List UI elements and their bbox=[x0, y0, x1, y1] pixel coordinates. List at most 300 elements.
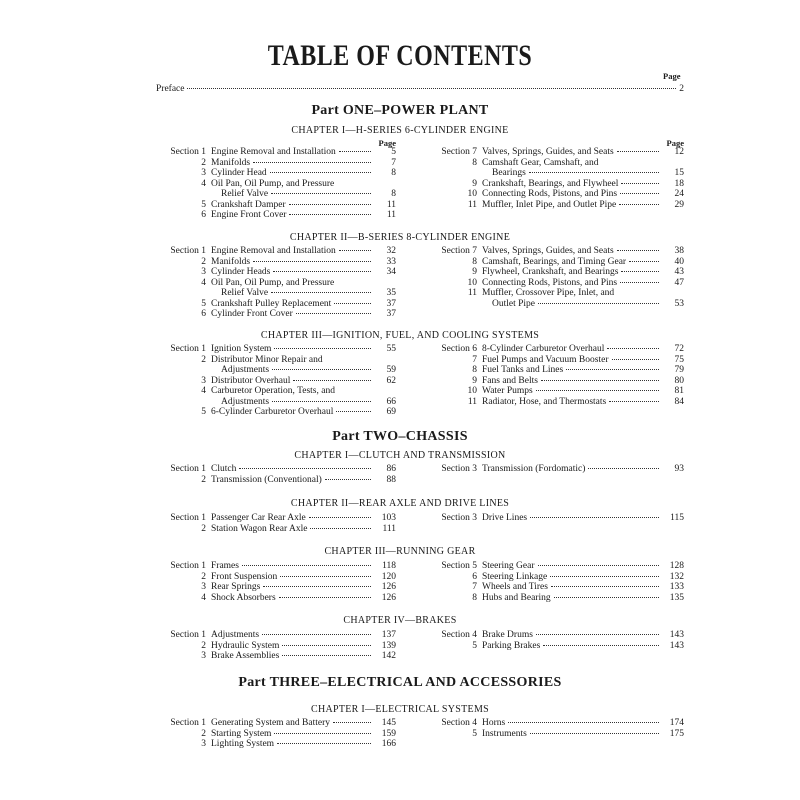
toc-entry[interactable] bbox=[425, 397, 684, 408]
leader-dots bbox=[289, 214, 371, 215]
entry-body bbox=[482, 246, 684, 257]
entry-title: Radiator, Hose, and Thermostats bbox=[482, 396, 607, 407]
entry-line bbox=[211, 582, 396, 593]
entry-title: Shock Absorbers bbox=[211, 592, 276, 603]
entry-page: 84 bbox=[674, 396, 684, 407]
section-number: 4 bbox=[201, 592, 206, 603]
toc-entry[interactable] bbox=[154, 641, 396, 652]
entry-body bbox=[482, 386, 684, 397]
entry-title: Crankshaft Damper bbox=[211, 199, 286, 210]
entry-line bbox=[482, 386, 684, 397]
entry-line bbox=[211, 147, 396, 158]
toc-entry[interactable] bbox=[425, 355, 684, 366]
entry-body bbox=[211, 158, 396, 169]
section-number: 2 bbox=[201, 523, 206, 534]
toc-entry[interactable] bbox=[425, 593, 684, 604]
entry-page: 72 bbox=[674, 344, 684, 354]
entry-body bbox=[211, 630, 396, 641]
toc-column bbox=[425, 630, 684, 651]
section-number: Section 1 bbox=[170, 630, 206, 640]
entry-title: Camshaft Gear, Camshaft, and bbox=[482, 157, 599, 168]
toc-entry[interactable] bbox=[154, 267, 396, 278]
entry-page: 128 bbox=[669, 561, 684, 571]
section-number: Section 1 bbox=[170, 246, 206, 256]
entry-body bbox=[211, 729, 396, 740]
toc-entry[interactable] bbox=[154, 309, 396, 320]
section-number: 11 bbox=[467, 199, 477, 210]
entry-body bbox=[482, 582, 684, 593]
entry-page: 32 bbox=[386, 246, 396, 256]
section-number: 2 bbox=[201, 157, 206, 168]
chapter-title: CHAPTER I—H-SERIES 6-CYLINDER ENGINE bbox=[291, 125, 509, 136]
leader-dots bbox=[536, 390, 659, 391]
entry-line bbox=[482, 246, 684, 257]
entry-page: 145 bbox=[381, 718, 396, 728]
entry-body bbox=[211, 651, 396, 662]
entry-title: Hydraulic System bbox=[211, 640, 280, 651]
toc-entry[interactable] bbox=[425, 288, 684, 309]
entry-title: Steering Linkage bbox=[482, 571, 548, 582]
leader-dots bbox=[242, 565, 371, 566]
toc-entry[interactable] bbox=[154, 593, 396, 604]
leader-dots bbox=[289, 204, 371, 205]
toc-column bbox=[425, 561, 684, 603]
entry-line bbox=[211, 299, 396, 310]
entry-page: 69 bbox=[386, 407, 396, 417]
entry-body bbox=[482, 278, 684, 289]
toc-entry[interactable] bbox=[154, 179, 396, 200]
entry-title: Oil Pan, Oil Pump, and Pressure bbox=[211, 277, 335, 288]
entry-line bbox=[482, 179, 684, 190]
leader-dots bbox=[612, 359, 660, 360]
section-number: 3 bbox=[201, 651, 206, 661]
entry-page: 133 bbox=[669, 582, 684, 592]
entry-title: Adjustments bbox=[221, 365, 270, 375]
section-number: 10 bbox=[467, 189, 477, 199]
entry-page: 115 bbox=[670, 513, 684, 523]
entry-body bbox=[211, 524, 396, 535]
toc-entry[interactable] bbox=[425, 179, 684, 190]
toc-entry[interactable] bbox=[154, 299, 396, 310]
entry-line bbox=[211, 179, 396, 190]
entry-title: Bearings bbox=[492, 168, 526, 178]
toc-entry[interactable] bbox=[425, 630, 684, 641]
entry-line bbox=[482, 572, 684, 583]
toc-entry[interactable] bbox=[425, 718, 684, 729]
entry-line bbox=[211, 397, 396, 408]
entry-body bbox=[482, 376, 684, 387]
entry-body bbox=[211, 407, 396, 418]
entry-title: Front Suspension bbox=[211, 571, 278, 582]
chapter-title: CHAPTER I—ELECTRICAL SYSTEMS bbox=[310, 704, 490, 715]
entry-body bbox=[211, 257, 396, 268]
section-number: 2 bbox=[201, 728, 206, 739]
entry-title: Engine Removal and Installation bbox=[211, 246, 336, 256]
toc-entry[interactable] bbox=[154, 630, 396, 641]
entry-body bbox=[211, 246, 396, 257]
leader-dots bbox=[262, 634, 371, 635]
entry-line bbox=[482, 288, 684, 299]
toc-column bbox=[154, 561, 396, 603]
leader-dots bbox=[274, 348, 371, 349]
entry-page: 24 bbox=[674, 189, 684, 199]
entry-page: 29 bbox=[674, 199, 684, 210]
toc-entry[interactable] bbox=[425, 267, 684, 278]
entry-body bbox=[211, 200, 396, 211]
entry-title: Fuel Tanks and Lines bbox=[482, 365, 564, 375]
entry-line bbox=[482, 355, 684, 366]
entry-line bbox=[211, 210, 396, 221]
entry-line bbox=[211, 561, 396, 572]
preface-page-header: Page bbox=[663, 71, 681, 81]
entry-title: Engine Front Cover bbox=[211, 210, 287, 220]
entry-body bbox=[482, 365, 684, 376]
section-number: 10 bbox=[467, 277, 477, 288]
entry-line bbox=[482, 189, 684, 200]
section-number: 2 bbox=[201, 256, 206, 267]
entry-line bbox=[211, 729, 396, 740]
entry-page: 126 bbox=[381, 592, 396, 603]
section-number: 3 bbox=[201, 168, 206, 178]
entry-title: Fans and Belts bbox=[482, 375, 538, 386]
entry-line bbox=[211, 630, 396, 641]
toc-entry[interactable] bbox=[154, 168, 396, 179]
toc-entry[interactable] bbox=[154, 376, 396, 387]
toc-entry[interactable] bbox=[425, 189, 684, 200]
entry-title: Frames bbox=[211, 561, 239, 571]
entry-title: Engine Removal and Installation bbox=[211, 147, 336, 157]
entry-title: Cylinder Heads bbox=[211, 267, 271, 277]
entry-body bbox=[211, 267, 396, 278]
chapter-title: CHAPTER II—REAR AXLE AND DRIVE LINES bbox=[290, 498, 510, 509]
entry-body bbox=[211, 386, 396, 407]
entry-body bbox=[482, 147, 684, 158]
toc-entry[interactable] bbox=[154, 355, 396, 376]
toc-entry[interactable] bbox=[154, 561, 396, 572]
chapter-title: CHAPTER IV—BRAKES bbox=[343, 615, 457, 626]
entry-title: Transmission (Conventional) bbox=[211, 474, 322, 485]
section-number: 5 bbox=[201, 298, 206, 309]
entry-page: 143 bbox=[669, 630, 684, 640]
section-number: Section 4 bbox=[441, 718, 477, 728]
leader-dots bbox=[333, 722, 371, 723]
toc-column bbox=[154, 464, 396, 485]
toc-entry[interactable] bbox=[425, 376, 684, 387]
toc-entry[interactable] bbox=[425, 464, 684, 475]
entry-title: Station Wagon Rear Axle bbox=[211, 523, 308, 534]
toc-entry[interactable] bbox=[154, 718, 396, 729]
entry-title: Outlet Pipe bbox=[492, 298, 536, 309]
leader-dots bbox=[550, 576, 659, 577]
leader-dots bbox=[621, 183, 659, 184]
leader-dots bbox=[272, 369, 371, 370]
section-number: 9 bbox=[472, 178, 477, 189]
toc-entry[interactable] bbox=[154, 200, 396, 211]
entry-page: 139 bbox=[381, 640, 396, 651]
toc-entry[interactable] bbox=[425, 386, 684, 397]
entry-page: 120 bbox=[381, 571, 396, 582]
entry-body bbox=[482, 344, 684, 355]
entry-title: Distributor Minor Repair and bbox=[211, 354, 323, 365]
toc-entry[interactable] bbox=[154, 278, 396, 299]
column-page-header: Page bbox=[378, 138, 396, 148]
toc-entry[interactable] bbox=[154, 147, 396, 158]
entry-body bbox=[211, 739, 396, 750]
section-number: Section 3 bbox=[441, 513, 477, 523]
entry-body bbox=[211, 572, 396, 583]
section-number: Section 1 bbox=[170, 718, 206, 728]
section-number: Section 1 bbox=[170, 561, 206, 571]
entry-body bbox=[482, 630, 684, 641]
section-number: 4 bbox=[201, 178, 206, 189]
entry-page: 15 bbox=[674, 168, 684, 178]
entry-page: 33 bbox=[386, 256, 396, 267]
toc-column bbox=[154, 630, 396, 662]
section-number: 7 bbox=[472, 582, 477, 592]
entry-title: Wheels and Tires bbox=[482, 582, 548, 592]
entry-body bbox=[482, 593, 684, 604]
toc-column bbox=[425, 246, 684, 309]
entry-body bbox=[482, 257, 684, 268]
entry-body bbox=[211, 210, 396, 221]
section-number: 10 bbox=[467, 386, 477, 396]
entry-title: Instruments bbox=[482, 728, 527, 739]
entry-page: 5 bbox=[391, 147, 396, 157]
entry-page: 59 bbox=[386, 365, 396, 375]
entry-body bbox=[211, 355, 396, 376]
toc-column bbox=[154, 513, 396, 534]
leader-dots bbox=[273, 271, 371, 272]
entry-title: Generating System and Battery bbox=[211, 718, 330, 728]
entry-page: 53 bbox=[674, 298, 684, 309]
toc-entry[interactable] bbox=[425, 200, 684, 211]
entry-title: Relief Valve bbox=[221, 189, 269, 199]
leader-dots bbox=[187, 88, 676, 89]
leader-dots bbox=[530, 733, 659, 734]
toc-entry[interactable] bbox=[425, 158, 684, 179]
entry-line bbox=[211, 267, 396, 278]
section-number: Section 7 bbox=[441, 147, 477, 157]
section-number: Section 7 bbox=[441, 246, 477, 256]
section-number: 8 bbox=[472, 592, 477, 603]
entry-page: 66 bbox=[386, 396, 396, 407]
column-page-header: Page bbox=[666, 138, 684, 148]
entry-page: 88 bbox=[386, 474, 396, 485]
section-number: 9 bbox=[472, 375, 477, 386]
entry-line bbox=[211, 386, 396, 397]
entry-body bbox=[211, 168, 396, 179]
entry-line bbox=[211, 464, 396, 475]
toc-entry[interactable] bbox=[154, 513, 396, 524]
leader-dots bbox=[263, 586, 371, 587]
toc-column bbox=[425, 344, 684, 407]
section-number: Section 1 bbox=[170, 464, 206, 474]
entry-line bbox=[211, 718, 396, 729]
leader-dots bbox=[270, 172, 371, 173]
section-number: Section 4 bbox=[441, 630, 477, 640]
entry-line bbox=[211, 200, 396, 211]
section-number: 3 bbox=[201, 739, 206, 749]
toc-entry[interactable] bbox=[425, 561, 684, 572]
leader-dots bbox=[253, 162, 371, 163]
entry-title: Distributor Overhaul bbox=[211, 375, 291, 386]
toc-entry[interactable] bbox=[425, 641, 684, 652]
leader-dots bbox=[274, 733, 371, 734]
entry-title: Lighting System bbox=[211, 739, 275, 749]
leader-dots bbox=[530, 517, 659, 518]
section-number: 8 bbox=[472, 365, 477, 375]
toc-entry[interactable] bbox=[154, 407, 396, 418]
entry-title: Rear Springs bbox=[211, 582, 261, 592]
entry-line bbox=[482, 593, 684, 604]
entry-line bbox=[211, 739, 396, 750]
leader-dots bbox=[296, 313, 371, 314]
leader-dots bbox=[239, 468, 371, 469]
entry-body bbox=[211, 718, 396, 729]
section-number: Section 1 bbox=[170, 513, 206, 523]
entry-page: 103 bbox=[381, 513, 396, 523]
entry-page: 118 bbox=[382, 561, 396, 571]
entry-body bbox=[482, 355, 684, 366]
entry-page: 55 bbox=[386, 344, 396, 354]
section-number: 8 bbox=[472, 256, 477, 267]
toc-entry[interactable] bbox=[154, 257, 396, 268]
toc-entry[interactable] bbox=[425, 513, 684, 524]
toc-entry[interactable] bbox=[154, 651, 396, 662]
section-number: 9 bbox=[472, 267, 477, 277]
entry-line bbox=[482, 513, 684, 524]
leader-dots bbox=[334, 303, 371, 304]
toc-entry[interactable] bbox=[425, 278, 684, 289]
toc-entry[interactable] bbox=[425, 582, 684, 593]
entry-line bbox=[211, 168, 396, 179]
entry-line bbox=[482, 299, 684, 310]
toc-entry[interactable] bbox=[425, 344, 684, 355]
toc-entry[interactable] bbox=[154, 524, 396, 535]
toc-entry[interactable] bbox=[154, 464, 396, 475]
section-number: 4 bbox=[201, 386, 206, 396]
toc-entry[interactable] bbox=[425, 729, 684, 740]
entry-page: 126 bbox=[381, 582, 396, 592]
toc-entry[interactable] bbox=[154, 386, 396, 407]
entry-page: 37 bbox=[386, 309, 396, 319]
section-number: Section 6 bbox=[441, 344, 477, 354]
toc-entry[interactable] bbox=[154, 246, 396, 257]
entry-body bbox=[211, 147, 396, 158]
entry-line bbox=[211, 355, 396, 366]
entry-body bbox=[211, 309, 396, 320]
toc-entry[interactable] bbox=[154, 582, 396, 593]
entry-line bbox=[482, 376, 684, 387]
entry-title: Manifolds bbox=[211, 256, 251, 267]
entry-line bbox=[482, 147, 684, 158]
entry-title: Crankshaft, Bearings, and Flywheel bbox=[482, 178, 619, 189]
entry-line bbox=[211, 475, 396, 486]
toc-entry[interactable] bbox=[154, 158, 396, 169]
entry-title: Camshaft, Bearings, and Timing Gear bbox=[482, 256, 627, 267]
toc-entry[interactable] bbox=[154, 572, 396, 583]
toc-entry[interactable] bbox=[425, 365, 684, 376]
toc-entry[interactable] bbox=[154, 739, 396, 750]
leader-dots bbox=[620, 193, 659, 194]
entry-title: Muffler, Crossover Pipe, Inlet, and bbox=[482, 288, 615, 298]
leader-dots bbox=[617, 250, 659, 251]
entry-line bbox=[211, 158, 396, 169]
toc-entry[interactable] bbox=[154, 475, 396, 486]
entry-page: 18 bbox=[674, 178, 684, 189]
leader-dots bbox=[282, 645, 371, 646]
section-number: 5 bbox=[472, 728, 477, 739]
entry-body bbox=[482, 641, 684, 652]
entry-title: Starting System bbox=[211, 728, 272, 739]
section-number: Section 1 bbox=[170, 344, 206, 354]
toc-column bbox=[425, 513, 684, 524]
toc-entry[interactable] bbox=[154, 729, 396, 740]
section-number: 3 bbox=[201, 582, 206, 592]
toc-entry[interactable] bbox=[154, 210, 396, 221]
entry-title: Transmission (Fordomatic) bbox=[482, 464, 586, 474]
entry-body bbox=[482, 288, 684, 309]
preface-row[interactable] bbox=[156, 84, 684, 94]
entry-line bbox=[211, 257, 396, 268]
entry-line bbox=[211, 572, 396, 583]
entry-page: 137 bbox=[381, 630, 396, 640]
leader-dots bbox=[588, 468, 659, 469]
entry-line bbox=[211, 407, 396, 418]
entry-page: 111 bbox=[382, 523, 396, 534]
entry-body bbox=[482, 729, 684, 740]
leader-dots bbox=[339, 151, 371, 152]
section-number: 4 bbox=[201, 277, 206, 288]
preface-page: 2 bbox=[679, 84, 684, 94]
leader-dots bbox=[619, 204, 659, 205]
toc-entry[interactable] bbox=[425, 572, 684, 583]
entry-title: Cylinder Front Cover bbox=[211, 309, 293, 319]
entry-line bbox=[482, 641, 684, 652]
leader-dots bbox=[271, 292, 371, 293]
entry-page: 75 bbox=[674, 354, 684, 365]
entry-line bbox=[482, 200, 684, 211]
entry-line bbox=[211, 376, 396, 387]
entry-title: Steering Gear bbox=[482, 561, 535, 571]
entry-body bbox=[211, 513, 396, 524]
toc-entry[interactable] bbox=[154, 344, 396, 355]
toc-column bbox=[425, 718, 684, 739]
entry-body bbox=[211, 179, 396, 200]
toc-entry[interactable] bbox=[425, 246, 684, 257]
entry-title: Crankshaft Pulley Replacement bbox=[211, 298, 332, 309]
entry-body bbox=[211, 582, 396, 593]
leader-dots bbox=[310, 528, 371, 529]
entry-body bbox=[482, 561, 684, 572]
leader-dots bbox=[272, 401, 371, 402]
toc-entry[interactable] bbox=[425, 147, 684, 158]
toc-entry[interactable] bbox=[425, 257, 684, 268]
entry-body bbox=[211, 376, 396, 387]
leader-dots bbox=[271, 193, 371, 194]
entry-title: Fuel Pumps and Vacuum Booster bbox=[482, 354, 609, 365]
entry-title: Muffler, Inlet Pipe, and Outlet Pipe bbox=[482, 199, 617, 210]
entry-title: Valves, Springs, Guides, and Seats bbox=[482, 147, 614, 157]
leader-dots bbox=[293, 380, 371, 381]
entry-line bbox=[482, 365, 684, 376]
entry-line bbox=[211, 524, 396, 535]
entry-body bbox=[482, 158, 684, 179]
part-title: Part TWO–CHASSIS bbox=[332, 429, 468, 444]
entry-page: 8 bbox=[391, 189, 396, 199]
entry-page: 62 bbox=[386, 375, 396, 386]
section-number: 6 bbox=[472, 571, 477, 582]
